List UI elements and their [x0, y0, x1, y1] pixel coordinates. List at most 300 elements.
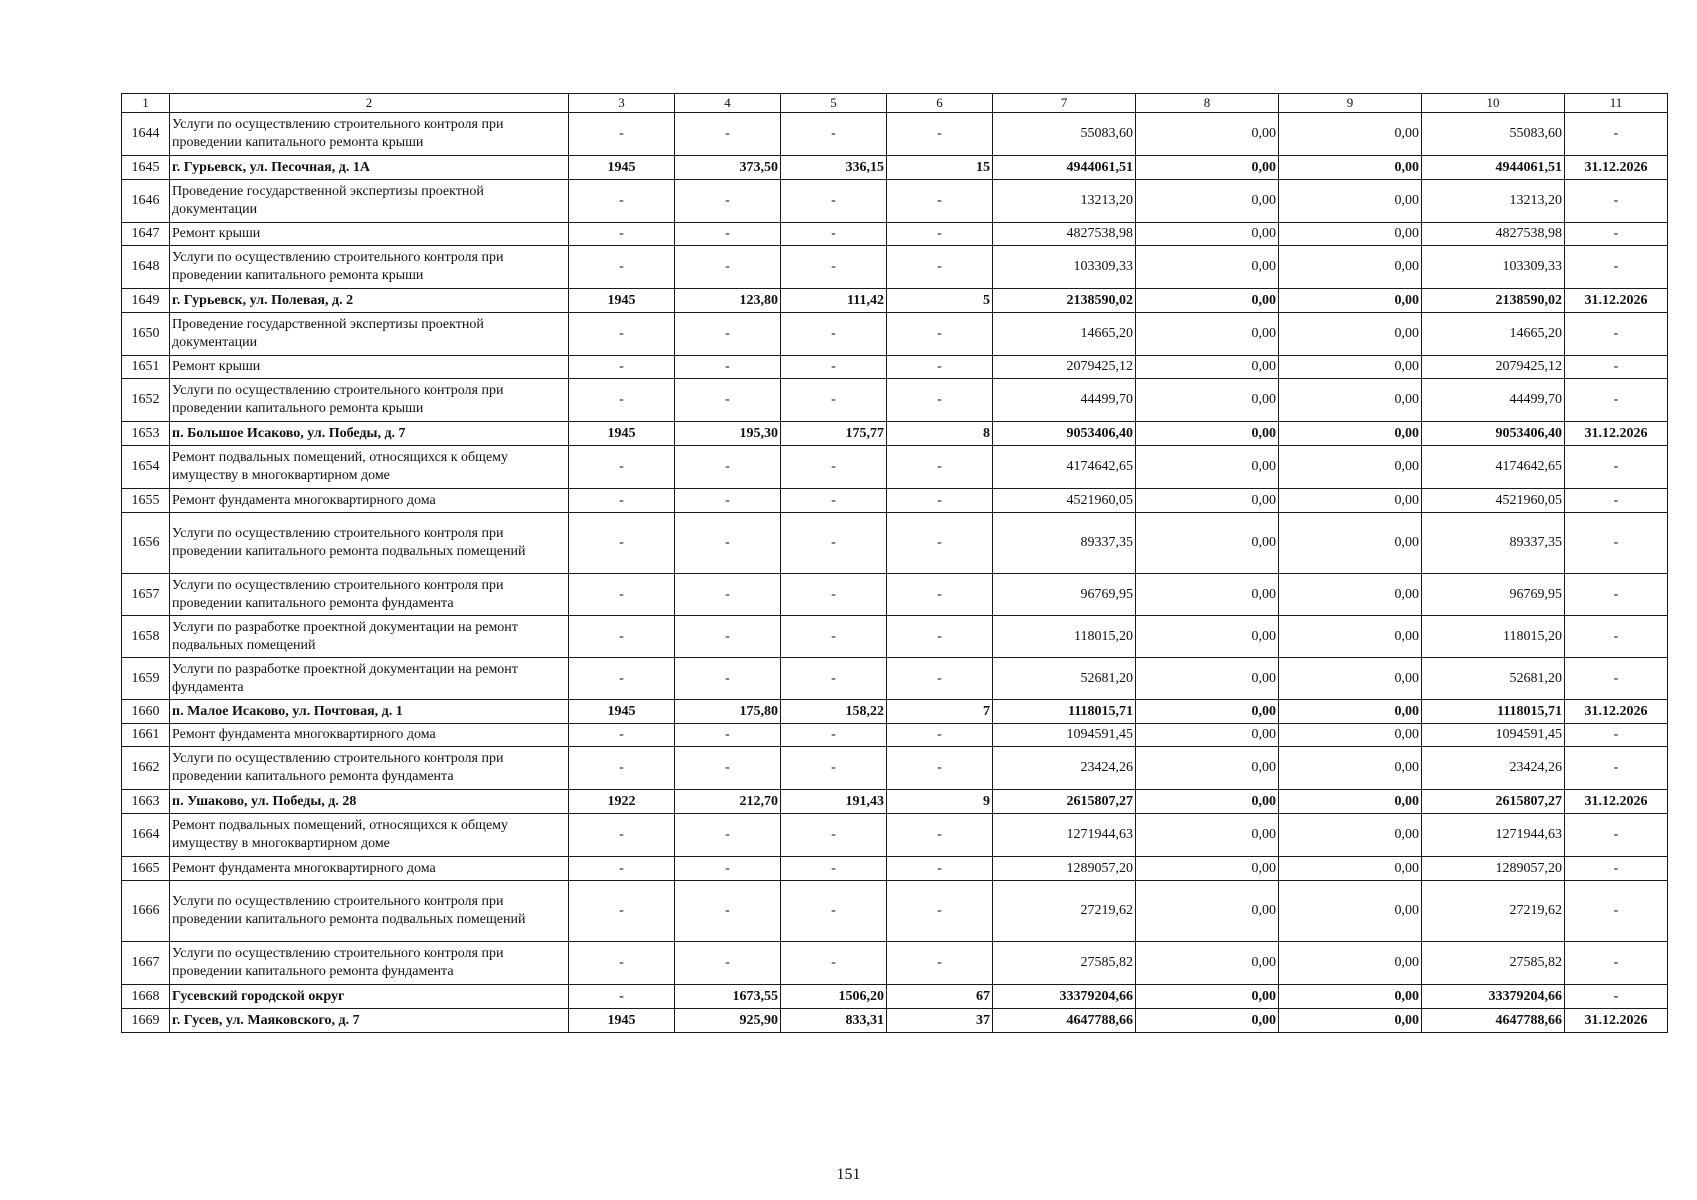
- cell-col-7: 4647788,66: [993, 1009, 1136, 1033]
- cell-col-7: 14665,20: [993, 313, 1136, 356]
- item-name: Услуги по осуществлению строительного контроля при проведении капитального ремонта крыши: [170, 113, 569, 156]
- cell-col-7: 4521960,05: [993, 489, 1136, 513]
- cell-deadline: -: [1565, 574, 1668, 616]
- cell-year: -: [569, 446, 675, 489]
- table-row: [122, 814, 1668, 857]
- header-col-10: 10: [1422, 94, 1565, 113]
- cell-col-10: 96769,95: [1422, 574, 1565, 616]
- row-number: 1665: [122, 857, 170, 881]
- cell-col-6: -: [887, 616, 993, 658]
- table-row: [122, 313, 1668, 356]
- cell-col-9: 0,00: [1279, 513, 1422, 574]
- cell-col-7: 118015,20: [993, 616, 1136, 658]
- cell-col-5: -: [781, 313, 887, 356]
- cell-col-6: -: [887, 246, 993, 289]
- cell-deadline: 31.12.2026: [1565, 790, 1668, 814]
- table-row: [122, 223, 1668, 246]
- cell-col-9: 0,00: [1279, 574, 1422, 616]
- cell-col-10: 2079425,12: [1422, 356, 1565, 379]
- cell-deadline: -: [1565, 446, 1668, 489]
- cell-col-6: -: [887, 881, 993, 942]
- cell-col-9: 0,00: [1279, 747, 1422, 790]
- cell-col-9: 0,00: [1279, 489, 1422, 513]
- cell-col-4: 1673,55: [675, 985, 781, 1009]
- cell-col-4: -: [675, 942, 781, 985]
- cell-year: -: [569, 574, 675, 616]
- cell-col-5: 158,22: [781, 700, 887, 724]
- cell-deadline: -: [1565, 180, 1668, 223]
- row-number: 1669: [122, 1009, 170, 1033]
- cell-col-10: 4174642,65: [1422, 446, 1565, 489]
- cell-col-10: 1094591,45: [1422, 724, 1565, 747]
- cell-col-6: -: [887, 857, 993, 881]
- header-col-6: 6: [887, 94, 993, 113]
- cell-col-7: 4944061,51: [993, 156, 1136, 180]
- row-number: 1661: [122, 724, 170, 747]
- page-number: 151: [836, 1166, 861, 1183]
- cell-col-5: -: [781, 747, 887, 790]
- row-number: 1645: [122, 156, 170, 180]
- cell-col-5: -: [781, 246, 887, 289]
- row-number: 1649: [122, 289, 170, 313]
- cell-year: -: [569, 313, 675, 356]
- table-row: [122, 881, 1668, 942]
- cell-year: 1922: [569, 790, 675, 814]
- cell-deadline: -: [1565, 724, 1668, 747]
- table-row: [122, 1009, 1668, 1033]
- cell-year: 1945: [569, 156, 675, 180]
- table-row: [122, 489, 1668, 513]
- item-name: Ремонт крыши: [170, 356, 569, 379]
- cell-deadline: 31.12.2026: [1565, 1009, 1668, 1033]
- cell-col-10: 27219,62: [1422, 881, 1565, 942]
- cell-year: 1945: [569, 289, 675, 313]
- cell-col-5: 191,43: [781, 790, 887, 814]
- cell-col-5: -: [781, 113, 887, 156]
- item-name: Ремонт фундамента многоквартирного дома: [170, 724, 569, 747]
- cell-col-10: 44499,70: [1422, 379, 1565, 422]
- row-number: 1666: [122, 881, 170, 942]
- table-row: [122, 513, 1668, 574]
- item-name: Услуги по осуществлению строительного контроля при проведении капитального ремонта фундамента: [170, 942, 569, 985]
- table-row: [122, 658, 1668, 700]
- cell-col-9: 0,00: [1279, 658, 1422, 700]
- cell-col-9: 0,00: [1279, 113, 1422, 156]
- cell-year: -: [569, 724, 675, 747]
- cell-col-10: 1289057,20: [1422, 857, 1565, 881]
- table-row: [122, 289, 1668, 313]
- cell-col-10: 55083,60: [1422, 113, 1565, 156]
- table-row: [122, 113, 1668, 156]
- item-name: Проведение государственной экспертизы проектной документации: [170, 180, 569, 223]
- cell-col-9: 0,00: [1279, 1009, 1422, 1033]
- cell-col-8: 0,00: [1136, 289, 1279, 313]
- cell-col-8: 0,00: [1136, 180, 1279, 223]
- header-col-7: 7: [993, 94, 1136, 113]
- cell-col-5: -: [781, 881, 887, 942]
- cell-col-8: 0,00: [1136, 574, 1279, 616]
- cell-col-8: 0,00: [1136, 113, 1279, 156]
- cell-col-7: 1118015,71: [993, 700, 1136, 724]
- cell-col-4: 373,50: [675, 156, 781, 180]
- cell-col-9: 0,00: [1279, 223, 1422, 246]
- table-row: [122, 700, 1668, 724]
- cell-year: -: [569, 616, 675, 658]
- row-number: 1650: [122, 313, 170, 356]
- cell-deadline: 31.12.2026: [1565, 700, 1668, 724]
- cell-col-5: -: [781, 724, 887, 747]
- cell-year: -: [569, 658, 675, 700]
- cell-col-4: -: [675, 356, 781, 379]
- cell-col-8: 0,00: [1136, 616, 1279, 658]
- cell-col-7: 2615807,27: [993, 790, 1136, 814]
- cell-col-9: 0,00: [1279, 857, 1422, 881]
- cell-col-10: 1118015,71: [1422, 700, 1565, 724]
- cell-col-10: 4647788,66: [1422, 1009, 1565, 1033]
- cell-col-8: 0,00: [1136, 422, 1279, 446]
- cell-col-10: 4521960,05: [1422, 489, 1565, 513]
- cell-col-9: 0,00: [1279, 814, 1422, 857]
- cell-col-8: 0,00: [1136, 156, 1279, 180]
- table-row: [122, 574, 1668, 616]
- cell-col-8: 0,00: [1136, 446, 1279, 489]
- cell-col-10: 23424,26: [1422, 747, 1565, 790]
- cell-col-5: -: [781, 616, 887, 658]
- cell-col-6: -: [887, 223, 993, 246]
- cell-col-4: -: [675, 180, 781, 223]
- cell-col-7: 89337,35: [993, 513, 1136, 574]
- cell-deadline: -: [1565, 616, 1668, 658]
- cell-col-8: 0,00: [1136, 658, 1279, 700]
- item-name: Ремонт подвальных помещений, относящихся к общему имуществу в многоквартирном доме: [170, 446, 569, 489]
- cell-col-8: 0,00: [1136, 379, 1279, 422]
- cell-col-5: -: [781, 942, 887, 985]
- table-row: [122, 724, 1668, 747]
- cell-col-7: 13213,20: [993, 180, 1136, 223]
- cell-col-4: -: [675, 313, 781, 356]
- cell-col-10: 2138590,02: [1422, 289, 1565, 313]
- row-number: 1657: [122, 574, 170, 616]
- cell-col-6: -: [887, 814, 993, 857]
- item-name: Услуги по осуществлению строительного контроля при проведении капитального ремонта крыши: [170, 246, 569, 289]
- cell-col-7: 23424,26: [993, 747, 1136, 790]
- cell-col-6: 9: [887, 790, 993, 814]
- cell-col-4: -: [675, 513, 781, 574]
- cell-year: -: [569, 513, 675, 574]
- item-name: Услуги по осуществлению строительного контроля при проведении капитального ремонта подвальных помещений: [170, 513, 569, 574]
- row-number: 1648: [122, 246, 170, 289]
- header-col-2: 2: [170, 94, 569, 113]
- cell-year: -: [569, 223, 675, 246]
- table-row: [122, 985, 1668, 1009]
- cell-col-8: 0,00: [1136, 857, 1279, 881]
- cell-deadline: -: [1565, 489, 1668, 513]
- header-col-4: 4: [675, 94, 781, 113]
- cell-col-5: 1506,20: [781, 985, 887, 1009]
- cell-col-9: 0,00: [1279, 724, 1422, 747]
- row-number: 1659: [122, 658, 170, 700]
- cell-col-4: 212,70: [675, 790, 781, 814]
- cell-col-7: 44499,70: [993, 379, 1136, 422]
- cell-col-7: 2079425,12: [993, 356, 1136, 379]
- cell-col-7: 33379204,66: [993, 985, 1136, 1009]
- item-name: г. Гусев, ул. Маяковского, д. 7: [170, 1009, 569, 1033]
- cell-col-5: -: [781, 356, 887, 379]
- cell-col-8: 0,00: [1136, 747, 1279, 790]
- cell-col-5: 111,42: [781, 289, 887, 313]
- cell-col-7: 1289057,20: [993, 857, 1136, 881]
- cell-col-7: 103309,33: [993, 246, 1136, 289]
- item-name: п. Ушаково, ул. Победы, д. 28: [170, 790, 569, 814]
- cell-col-10: 13213,20: [1422, 180, 1565, 223]
- table-row: [122, 616, 1668, 658]
- cell-deadline: -: [1565, 658, 1668, 700]
- cell-col-8: 0,00: [1136, 790, 1279, 814]
- cell-col-6: -: [887, 513, 993, 574]
- cell-col-8: 0,00: [1136, 700, 1279, 724]
- table-row: [122, 156, 1668, 180]
- table-row: [122, 942, 1668, 985]
- table-row: [122, 246, 1668, 289]
- cell-col-4: -: [675, 881, 781, 942]
- item-name: Услуги по осуществлению строительного контроля при проведении капитального ремонта фундамента: [170, 747, 569, 790]
- item-name: Услуги по разработке проектной документации на ремонт фундамента: [170, 658, 569, 700]
- cell-col-10: 52681,20: [1422, 658, 1565, 700]
- item-name: Услуги по осуществлению строительного контроля при проведении капитального ремонта подвальных помещений: [170, 881, 569, 942]
- cell-col-7: 2138590,02: [993, 289, 1136, 313]
- header-col-3: 3: [569, 94, 675, 113]
- cell-col-6: -: [887, 747, 993, 790]
- row-number: 1658: [122, 616, 170, 658]
- cell-year: -: [569, 113, 675, 156]
- cell-col-6: -: [887, 356, 993, 379]
- cell-col-5: -: [781, 446, 887, 489]
- cell-col-4: -: [675, 857, 781, 881]
- cell-year: -: [569, 356, 675, 379]
- header-col-8: 8: [1136, 94, 1279, 113]
- cell-col-10: 9053406,40: [1422, 422, 1565, 446]
- cell-year: 1945: [569, 1009, 675, 1033]
- cell-col-8: 0,00: [1136, 724, 1279, 747]
- cell-col-5: 175,77: [781, 422, 887, 446]
- cell-deadline: -: [1565, 942, 1668, 985]
- cell-col-4: -: [675, 246, 781, 289]
- item-name: Ремонт подвальных помещений, относящихся к общему имуществу в многоквартирном доме: [170, 814, 569, 857]
- cell-year: -: [569, 857, 675, 881]
- table-row: [122, 422, 1668, 446]
- cell-deadline: -: [1565, 814, 1668, 857]
- cell-col-5: -: [781, 513, 887, 574]
- row-number: 1655: [122, 489, 170, 513]
- cell-col-10: 27585,82: [1422, 942, 1565, 985]
- item-name: Ремонт крыши: [170, 223, 569, 246]
- cell-deadline: -: [1565, 985, 1668, 1009]
- cell-col-10: 89337,35: [1422, 513, 1565, 574]
- cell-col-4: -: [675, 616, 781, 658]
- header-col-1: 1: [122, 94, 170, 113]
- cell-col-8: 0,00: [1136, 942, 1279, 985]
- table-row: [122, 790, 1668, 814]
- row-number: 1667: [122, 942, 170, 985]
- cell-deadline: -: [1565, 857, 1668, 881]
- row-number: 1653: [122, 422, 170, 446]
- cell-deadline: -: [1565, 747, 1668, 790]
- cell-col-5: -: [781, 489, 887, 513]
- cell-col-6: -: [887, 489, 993, 513]
- row-number: 1663: [122, 790, 170, 814]
- row-number: 1651: [122, 356, 170, 379]
- column-number-header-row: [122, 94, 1668, 113]
- cell-year: 1945: [569, 700, 675, 724]
- row-number: 1646: [122, 180, 170, 223]
- item-name: Услуги по разработке проектной документации на ремонт подвальных помещений: [170, 616, 569, 658]
- cell-col-5: -: [781, 180, 887, 223]
- cell-col-9: 0,00: [1279, 246, 1422, 289]
- cell-col-4: -: [675, 446, 781, 489]
- cell-deadline: -: [1565, 113, 1668, 156]
- cell-col-8: 0,00: [1136, 513, 1279, 574]
- cell-col-9: 0,00: [1279, 422, 1422, 446]
- cell-deadline: -: [1565, 379, 1668, 422]
- cell-col-5: -: [781, 814, 887, 857]
- cell-year: -: [569, 379, 675, 422]
- cell-col-6: -: [887, 446, 993, 489]
- cell-col-9: 0,00: [1279, 180, 1422, 223]
- cell-col-10: 2615807,27: [1422, 790, 1565, 814]
- cell-year: -: [569, 180, 675, 223]
- cell-col-8: 0,00: [1136, 985, 1279, 1009]
- cell-col-4: -: [675, 379, 781, 422]
- cell-col-6: 67: [887, 985, 993, 1009]
- cell-col-4: -: [675, 658, 781, 700]
- cell-col-8: 0,00: [1136, 814, 1279, 857]
- cell-deadline: 31.12.2026: [1565, 156, 1668, 180]
- cell-col-4: -: [675, 814, 781, 857]
- cell-col-8: 0,00: [1136, 881, 1279, 942]
- cell-col-9: 0,00: [1279, 790, 1422, 814]
- cell-year: -: [569, 881, 675, 942]
- cell-col-10: 1271944,63: [1422, 814, 1565, 857]
- cell-deadline: -: [1565, 356, 1668, 379]
- item-name: Гусевский городской округ: [170, 985, 569, 1009]
- cell-col-4: 123,80: [675, 289, 781, 313]
- header-col-5: 5: [781, 94, 887, 113]
- item-name: Услуги по осуществлению строительного контроля при проведении капитального ремонта крыши: [170, 379, 569, 422]
- cell-col-7: 55083,60: [993, 113, 1136, 156]
- cell-col-8: 0,00: [1136, 356, 1279, 379]
- cell-col-7: 52681,20: [993, 658, 1136, 700]
- item-name: г. Гурьевск, ул. Полевая, д. 2: [170, 289, 569, 313]
- item-name: Ремонт фундамента многоквартирного дома: [170, 489, 569, 513]
- cell-col-6: 37: [887, 1009, 993, 1033]
- table-row: [122, 356, 1668, 379]
- row-number: 1652: [122, 379, 170, 422]
- cell-deadline: -: [1565, 313, 1668, 356]
- cell-col-9: 0,00: [1279, 289, 1422, 313]
- cell-col-7: 9053406,40: [993, 422, 1136, 446]
- row-number: 1647: [122, 223, 170, 246]
- cell-col-8: 0,00: [1136, 489, 1279, 513]
- cell-deadline: -: [1565, 881, 1668, 942]
- cell-col-6: 15: [887, 156, 993, 180]
- cell-col-7: 4827538,98: [993, 223, 1136, 246]
- cell-col-6: -: [887, 724, 993, 747]
- cell-col-5: 833,31: [781, 1009, 887, 1033]
- cell-year: -: [569, 814, 675, 857]
- table-row: [122, 379, 1668, 422]
- row-number: 1662: [122, 747, 170, 790]
- cell-col-9: 0,00: [1279, 985, 1422, 1009]
- item-name: п. Малое Исаково, ул. Почтовая, д. 1: [170, 700, 569, 724]
- cell-col-10: 14665,20: [1422, 313, 1565, 356]
- cell-deadline: -: [1565, 223, 1668, 246]
- cell-col-6: -: [887, 574, 993, 616]
- cell-col-6: 8: [887, 422, 993, 446]
- cell-col-8: 0,00: [1136, 246, 1279, 289]
- row-number: 1644: [122, 113, 170, 156]
- cell-deadline: 31.12.2026: [1565, 289, 1668, 313]
- row-number: 1654: [122, 446, 170, 489]
- cell-year: -: [569, 985, 675, 1009]
- capital-repair-table: [121, 93, 1668, 1033]
- row-number: 1668: [122, 985, 170, 1009]
- cell-col-4: -: [675, 747, 781, 790]
- cell-col-5: -: [781, 574, 887, 616]
- item-name: г. Гурьевск, ул. Песочная, д. 1А: [170, 156, 569, 180]
- cell-col-9: 0,00: [1279, 616, 1422, 658]
- cell-year: 1945: [569, 422, 675, 446]
- cell-col-5: -: [781, 223, 887, 246]
- cell-col-9: 0,00: [1279, 446, 1422, 489]
- cell-col-8: 0,00: [1136, 223, 1279, 246]
- cell-col-7: 1094591,45: [993, 724, 1136, 747]
- cell-col-10: 33379204,66: [1422, 985, 1565, 1009]
- table-row: [122, 446, 1668, 489]
- header-col-11: 11: [1565, 94, 1668, 113]
- item-name: Проведение государственной экспертизы проектной документации: [170, 313, 569, 356]
- cell-year: -: [569, 246, 675, 289]
- row-number: 1656: [122, 513, 170, 574]
- cell-col-4: 925,90: [675, 1009, 781, 1033]
- cell-col-7: 96769,95: [993, 574, 1136, 616]
- cell-col-7: 4174642,65: [993, 446, 1136, 489]
- cell-col-4: -: [675, 724, 781, 747]
- cell-col-9: 0,00: [1279, 379, 1422, 422]
- cell-col-7: 27219,62: [993, 881, 1136, 942]
- cell-col-8: 0,00: [1136, 313, 1279, 356]
- cell-col-4: 195,30: [675, 422, 781, 446]
- cell-col-4: -: [675, 113, 781, 156]
- cell-col-6: 5: [887, 289, 993, 313]
- item-name: п. Большое Исаково, ул. Победы, д. 7: [170, 422, 569, 446]
- cell-col-6: -: [887, 113, 993, 156]
- cell-year: -: [569, 747, 675, 790]
- cell-col-7: 27585,82: [993, 942, 1136, 985]
- cell-col-5: -: [781, 857, 887, 881]
- cell-col-4: -: [675, 489, 781, 513]
- header-col-9: 9: [1279, 94, 1422, 113]
- cell-col-9: 0,00: [1279, 700, 1422, 724]
- cell-col-6: -: [887, 658, 993, 700]
- row-number: 1660: [122, 700, 170, 724]
- cell-deadline: 31.12.2026: [1565, 422, 1668, 446]
- item-name: Услуги по осуществлению строительного контроля при проведении капитального ремонта фундамента: [170, 574, 569, 616]
- cell-col-6: -: [887, 313, 993, 356]
- table-row: [122, 747, 1668, 790]
- cell-year: -: [569, 489, 675, 513]
- cell-deadline: -: [1565, 513, 1668, 574]
- table-row: [122, 857, 1668, 881]
